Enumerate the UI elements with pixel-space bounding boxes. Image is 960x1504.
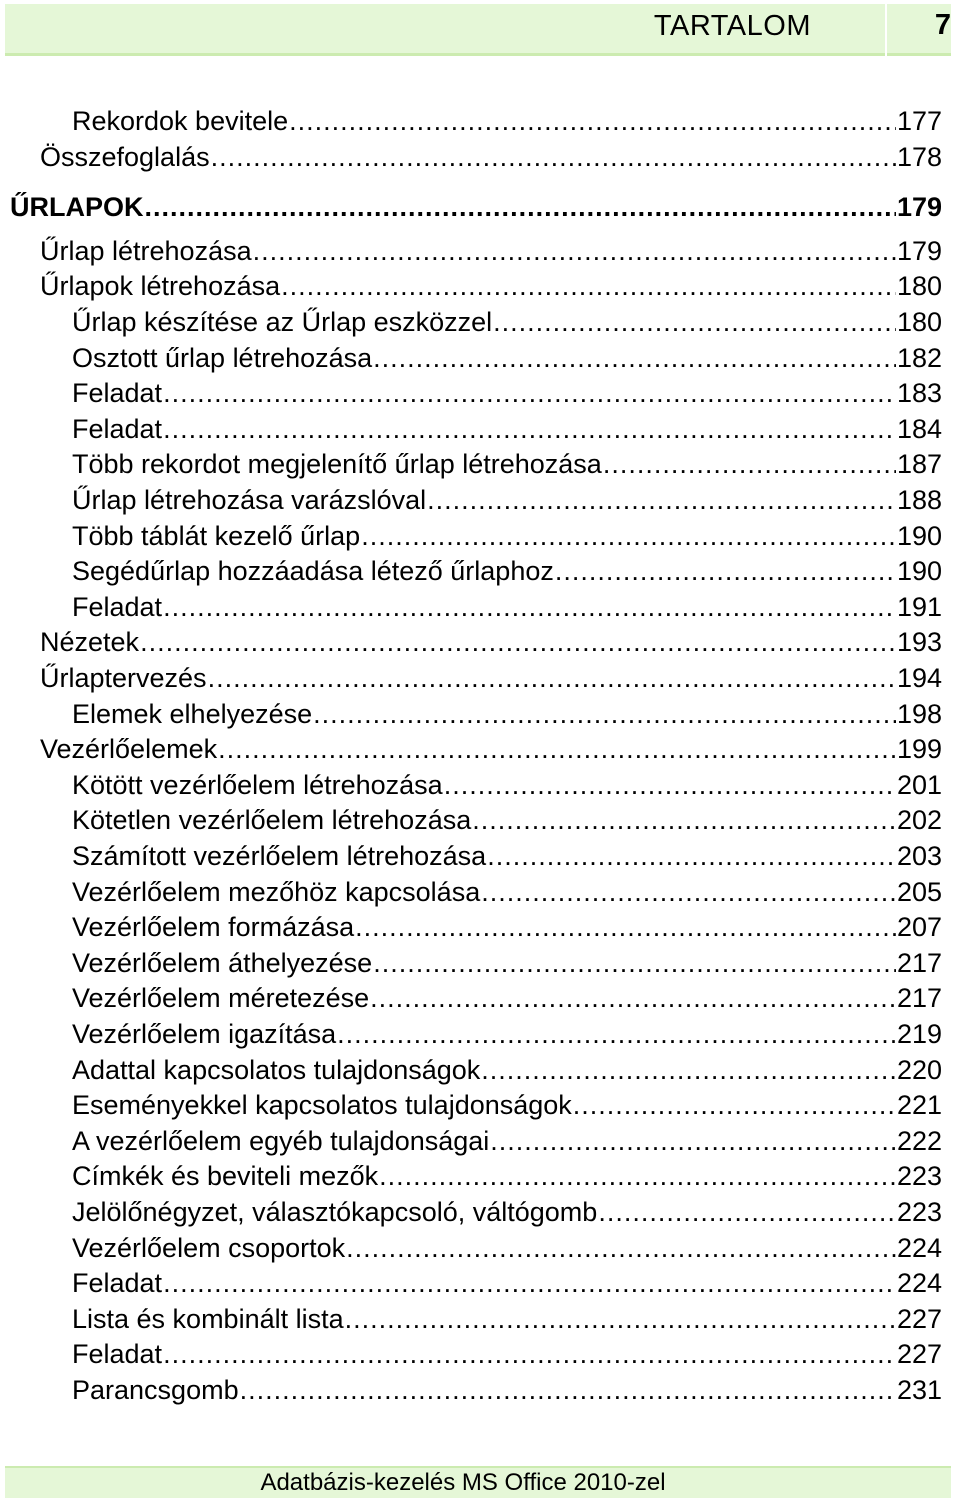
toc-entry xyxy=(72,305,942,339)
toc-dot-leader xyxy=(555,554,896,588)
toc-entry xyxy=(72,875,942,909)
toc-entry xyxy=(72,376,942,410)
toc-entry-page: 221 xyxy=(896,1090,942,1121)
toc-entry-title: Segédűrlap hozzáadása létező űrlaphoz xyxy=(72,556,554,587)
header-title: TARTALOM xyxy=(653,10,811,42)
toc-entry-title: Feladat xyxy=(72,1268,163,1299)
toc-entry-title: Nézetek xyxy=(40,627,140,658)
toc-entry xyxy=(72,1124,942,1158)
toc-entry-page: 217 xyxy=(896,983,942,1014)
toc-entry-title: Űrlap létrehozása xyxy=(40,235,252,266)
toc-dot-leader xyxy=(373,946,896,980)
toc-entry xyxy=(72,1266,942,1300)
toc-entry xyxy=(72,1088,942,1122)
toc-entry-page: 224 xyxy=(896,1268,942,1299)
toc-entry-page: 202 xyxy=(896,805,942,836)
toc-entry-page: 178 xyxy=(896,141,942,172)
page-header xyxy=(5,4,951,56)
toc-dot-leader xyxy=(163,590,896,624)
toc-entry-title: Vezérlőelem csoportok xyxy=(72,1232,346,1263)
toc-dot-leader xyxy=(240,1373,896,1407)
toc-entry xyxy=(72,1159,942,1193)
toc-dot-leader xyxy=(487,839,896,873)
toc-entry-title: Űrlaptervezés xyxy=(40,663,207,693)
toc-entry xyxy=(72,981,942,1015)
toc-entry-page: 199 xyxy=(896,734,942,765)
toc-dot-leader xyxy=(573,1088,896,1122)
toc-entry xyxy=(72,1231,942,1265)
toc-entry xyxy=(72,839,942,873)
toc-entry-page: 223 xyxy=(896,1197,942,1227)
toc-entry-title: Elemek elhelyezése xyxy=(72,698,313,729)
toc-entry-title: Űrlap létrehozása varázslóval xyxy=(72,485,427,515)
toc-entry xyxy=(72,447,942,481)
toc-entry-page: 190 xyxy=(896,520,942,551)
toc-entry-page: 227 xyxy=(896,1303,942,1334)
toc-entry xyxy=(72,768,942,802)
toc-entry-page: 188 xyxy=(896,485,942,515)
toc-dot-leader xyxy=(289,104,896,138)
toc-entry xyxy=(72,1053,942,1087)
toc-entry xyxy=(72,910,942,944)
toc-entry-title: Több rekordot megjelenítő űrlap létrehozása xyxy=(72,449,602,480)
toc-dot-leader xyxy=(370,981,896,1015)
toc-entry-page: 182 xyxy=(896,342,942,373)
toc-entry-page: 207 xyxy=(896,912,942,943)
toc-entry-title: Vezérlőelem igazítása xyxy=(72,1019,337,1049)
toc-entry-title: Több táblát kezelő űrlap xyxy=(72,520,361,551)
toc-entry-page: 193 xyxy=(896,627,942,658)
toc-entry-title: Vezérlőelemek xyxy=(40,734,218,765)
toc-dot-leader xyxy=(211,140,896,174)
toc-entry xyxy=(40,732,942,766)
toc-dot-leader xyxy=(603,447,896,481)
toc-dot-leader xyxy=(208,661,896,695)
toc-entry-page: 180 xyxy=(896,307,942,337)
toc-entry xyxy=(72,1017,942,1051)
toc-entry xyxy=(72,519,942,553)
toc-dot-leader xyxy=(163,412,896,446)
toc-entry xyxy=(72,483,942,517)
toc-entry xyxy=(72,1195,942,1229)
toc-dot-leader xyxy=(361,519,896,553)
header-page-number: 7 xyxy=(934,9,951,41)
toc-dot-leader xyxy=(281,269,896,303)
toc-dot-leader xyxy=(481,875,896,909)
toc-entry-title: Rekordok bevitele xyxy=(72,106,289,136)
toc-entry xyxy=(72,590,942,624)
toc-entry-page: 180 xyxy=(896,271,942,302)
toc-entry-page: 184 xyxy=(896,413,942,444)
toc-dot-leader xyxy=(253,234,896,268)
toc-entry-title: Eseményekkel kapcsolatos tulajdonságok xyxy=(72,1090,572,1121)
page-footer xyxy=(5,1466,951,1498)
toc-entry-page: 205 xyxy=(896,876,942,907)
toc-entry-page: 201 xyxy=(896,769,942,800)
toc-dot-leader xyxy=(163,1266,896,1300)
toc-dot-leader xyxy=(490,1124,896,1158)
toc-entry-page: 227 xyxy=(896,1339,942,1370)
toc-dot-leader xyxy=(163,1337,896,1371)
toc-entry-title: Feladat xyxy=(72,1339,163,1370)
toc-entry-page: 194 xyxy=(896,663,942,693)
toc-dot-leader xyxy=(313,697,896,731)
toc-entry xyxy=(40,661,942,695)
toc-entry-page: 224 xyxy=(896,1232,942,1263)
toc-entry-page: 222 xyxy=(896,1125,942,1156)
toc-dot-leader xyxy=(346,1231,896,1265)
toc-entry xyxy=(72,412,942,446)
toc-dot-leader xyxy=(598,1195,896,1229)
toc-entry-page: 220 xyxy=(896,1054,942,1085)
toc-dot-leader xyxy=(345,1302,896,1336)
toc-entry-title: Címkék és beviteli mezők xyxy=(72,1161,379,1192)
toc-entry xyxy=(72,1373,942,1407)
toc-entry-page: 198 xyxy=(896,698,942,729)
toc-entry xyxy=(72,1302,942,1336)
toc-entry xyxy=(40,625,942,659)
toc-dot-leader xyxy=(427,483,896,517)
toc-entry-title: Űrlapok létrehozása xyxy=(40,271,281,302)
toc-entry xyxy=(72,341,942,375)
toc-entry-title: Vezérlőelem méretezése xyxy=(72,983,370,1014)
toc-entry-page: 231 xyxy=(896,1375,942,1405)
toc-entry-page: 187 xyxy=(896,449,942,480)
toc-entry xyxy=(40,234,942,268)
toc-entry-title: Összefoglalás xyxy=(40,141,210,172)
toc-entry-title: Osztott űrlap létrehozása xyxy=(72,342,373,373)
toc-entry-title: Vezérlőelem formázása xyxy=(72,912,355,943)
toc-entry-title: Számított vezérlőelem létrehozása xyxy=(72,841,487,871)
header-divider xyxy=(885,4,887,56)
toc-entry-page: 179 xyxy=(896,192,942,223)
toc-entry xyxy=(72,697,942,731)
toc-entry-page: 183 xyxy=(896,378,942,409)
toc-dot-leader xyxy=(481,1053,896,1087)
toc-entry-title: A vezérlőelem egyéb tulajdonságai xyxy=(72,1125,490,1156)
toc-entry-title: Parancsgomb xyxy=(72,1375,239,1405)
toc-entry-title: Jelölőnégyzet, választókapcsoló, váltógomb xyxy=(72,1197,598,1227)
toc-entry xyxy=(72,803,942,837)
toc-entry-title: Űrlap készítése az Űrlap eszközzel xyxy=(72,307,493,337)
toc-entry-title: Feladat xyxy=(72,413,163,444)
toc-dot-leader xyxy=(337,1017,896,1051)
toc-entry xyxy=(72,554,942,588)
toc-dot-leader xyxy=(140,625,896,659)
toc-dot-leader xyxy=(472,803,896,837)
toc-entry-page: 177 xyxy=(896,106,942,136)
toc-entry-title: ŰRLAPOK xyxy=(10,192,144,223)
toc-entry-title: Feladat xyxy=(72,591,163,622)
toc-dot-leader xyxy=(163,376,896,410)
toc-entry-page: 217 xyxy=(896,947,942,978)
toc-entry-page: 190 xyxy=(896,556,942,587)
toc-entry-title: Vezérlőelem áthelyezése xyxy=(72,947,373,978)
toc-entry-title: Vezérlőelem mezőhöz kapcsolása xyxy=(72,876,481,907)
toc-entry-page: 219 xyxy=(896,1019,942,1049)
toc-entry-title: Lista és kombinált lista xyxy=(72,1303,344,1334)
toc-entry-title: Kötetlen vezérlőelem létrehozása xyxy=(72,805,472,836)
toc-entry xyxy=(72,1337,942,1371)
footer-text: Adatbázis-kezelés MS Office 2010-zel xyxy=(260,1469,666,1496)
toc-dot-leader xyxy=(493,305,896,339)
toc-dot-leader xyxy=(379,1159,896,1193)
toc-entry-page: 191 xyxy=(896,591,942,622)
toc-dot-leader xyxy=(145,190,896,224)
toc-entry xyxy=(10,190,942,224)
toc-entry xyxy=(72,104,942,138)
toc-dot-leader xyxy=(444,768,896,802)
toc-entry-title: Adattal kapcsolatos tulajdonságok xyxy=(72,1054,481,1085)
toc-entry xyxy=(40,269,942,303)
toc-entry-page: 179 xyxy=(896,235,942,266)
toc-entry xyxy=(40,140,942,174)
toc-entry xyxy=(72,946,942,980)
toc-dot-leader xyxy=(373,341,896,375)
toc-entry-title: Feladat xyxy=(72,378,163,409)
toc-dot-leader xyxy=(218,732,896,766)
toc-entry-title: Kötött vezérlőelem létrehozása xyxy=(72,769,443,800)
toc-entry-page: 223 xyxy=(896,1161,942,1192)
toc-entry-page: 203 xyxy=(896,841,942,871)
toc-dot-leader xyxy=(355,910,896,944)
